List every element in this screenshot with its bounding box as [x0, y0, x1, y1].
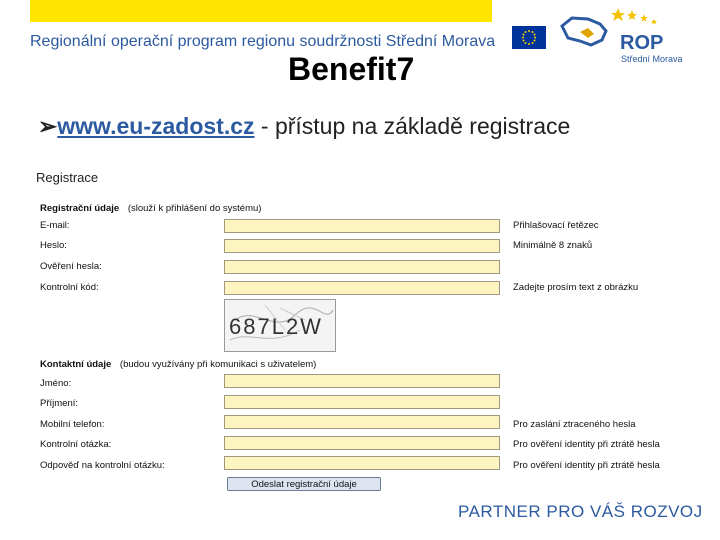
first-name-label: Jméno:	[40, 378, 72, 389]
password-confirm-field[interactable]	[224, 260, 500, 274]
security-question-field[interactable]	[224, 436, 500, 450]
slide-title: Benefit7	[288, 51, 415, 87]
security-question-hint: Pro ověření identity při ztrátě hesla	[513, 439, 660, 450]
last-name-label: Příjmení:	[40, 398, 79, 409]
password-label: Heslo:	[40, 240, 67, 251]
registration-link[interactable]: www.eu-zadost.cz	[57, 113, 255, 139]
section-registration-title: Registrační údaje	[40, 203, 120, 214]
bullet-line	[38, 113, 570, 140]
eu-flag-icon	[512, 26, 546, 49]
mobile-phone-field[interactable]	[224, 415, 500, 429]
footer-tagline: PARTNER PRO VÁŠ ROZVOJ	[458, 502, 703, 521]
top-yellow-bar	[30, 0, 492, 22]
section-contact-title: Kontaktní údaje	[40, 359, 112, 370]
password-confirm-label: Ověření hesla:	[40, 261, 102, 272]
captcha-image	[224, 299, 336, 352]
security-answer-hint: Pro ověření identity při ztrátě hesla	[513, 460, 660, 471]
mobile-phone-label: Mobilní telefon:	[40, 419, 105, 430]
password-hint: Minimálně 8 znaků	[513, 240, 593, 251]
security-answer-label: Odpověď na kontrolní otázku:	[40, 460, 165, 471]
bullet-text: - přístup na základě registrace	[254, 113, 571, 139]
first-name-field[interactable]	[224, 374, 500, 388]
header-program-text: Regionální operační program regionu soudržnosti Střední Morava	[30, 33, 496, 50]
security-question-label: Kontrolní otázka:	[40, 439, 112, 450]
section-registration-note: (slouží k přihlášení do systému)	[127, 203, 262, 214]
section-contact-note: (budou využívány při komunikaci s uživatelem)	[119, 359, 317, 370]
security-answer-field[interactable]	[224, 456, 500, 470]
submit-registration-button[interactable]: Odeslat registrační údaje	[227, 477, 381, 491]
email-field[interactable]	[224, 219, 500, 233]
form-title: Registrace	[36, 170, 99, 185]
email-label: E-mail:	[40, 220, 70, 231]
captcha-code-field[interactable]	[224, 281, 500, 295]
arrow-bullet-icon: ➢	[38, 113, 58, 139]
registration-form	[36, 170, 696, 500]
mobile-phone-hint: Pro zaslání ztraceného hesla	[513, 419, 636, 430]
section-registration-heading	[40, 203, 261, 214]
captcha-text: 687L2W	[229, 314, 323, 339]
password-field[interactable]	[224, 239, 500, 253]
last-name-field[interactable]	[224, 395, 500, 409]
captcha-code-label: Kontrolní kód:	[40, 282, 99, 293]
email-hint: Přihlašovací řetězec	[513, 220, 599, 231]
captcha-code-hint: Zadejte prosím text z obrázku	[513, 282, 639, 293]
section-contact-heading	[40, 359, 316, 370]
rop-logo-text: ROP	[620, 32, 664, 54]
rop-logo-subtitle: Střední Morava	[621, 54, 683, 64]
